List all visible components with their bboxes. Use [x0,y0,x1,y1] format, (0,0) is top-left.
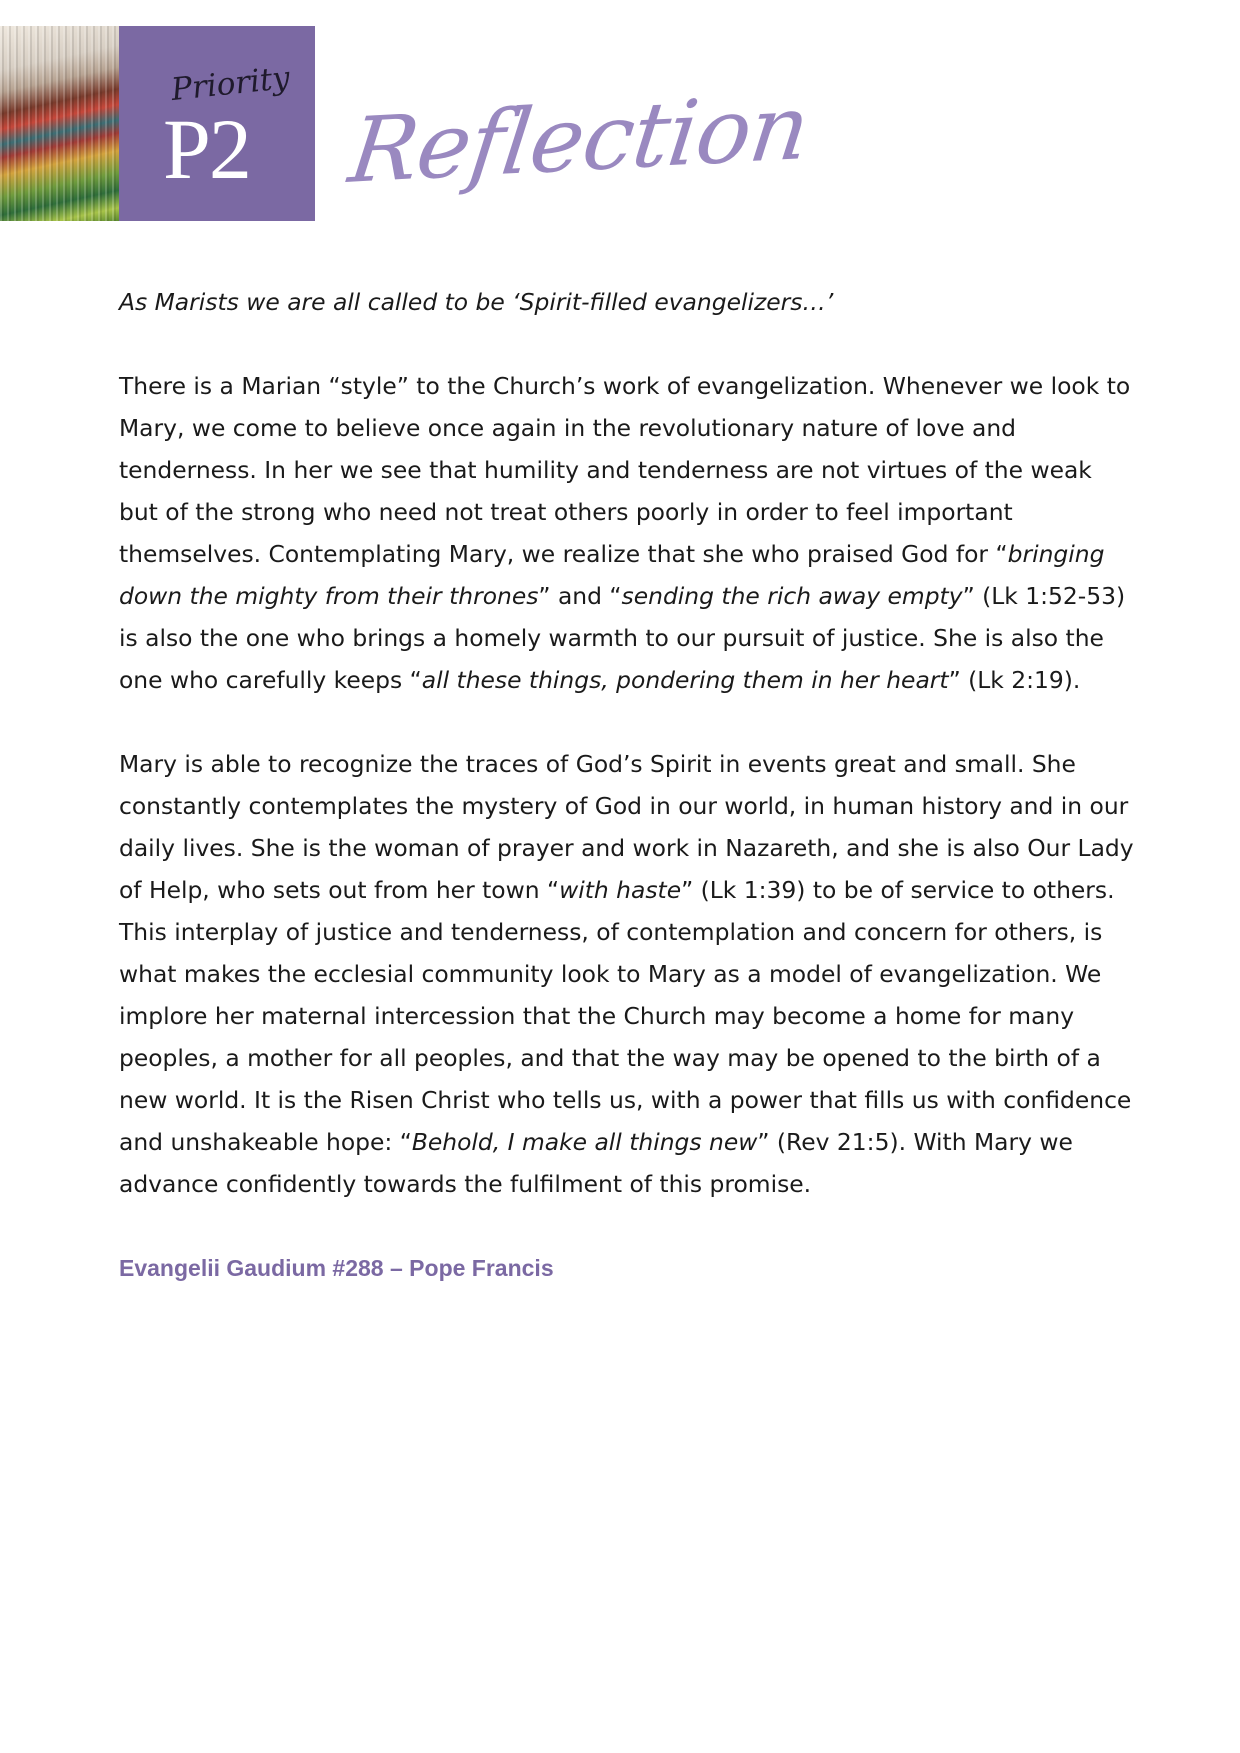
paragraph-2-text-b: ” (Lk 1:39) to be of service to others. This interplay of justice and tenderness, of contemplation and concern for others, is what makes the ecclesial community look to Mary as a model of evangelization. We implore her maternal intercession that the Church may become a home for many peoples, a mother for all peoples, and that the way may be opened to the birth of a new world. It is the Risen Christ who tells us, with a power that fills us with confidence and unshakeable hope: “ [119,876,1132,1156]
paragraph-2-text-a: Mary is able to recognize the traces of God’s Spirit in events great and small. She constantly contemplates the mystery of God in our world, in human history and in our daily lives. She is the woman of prayer and work in Nazareth, and she is also Our Lady of Help, who sets out from her town “ [119,750,1134,904]
paragraph-2-quote-b: Behold, I make all things new [411,1128,758,1156]
paragraph-1-quote-a: bringing down the mighty from their thrones [119,540,1105,610]
paragraph-2-text-c: ” (Rev 21:5). With Mary we advance confidently towards the fulfilment of this promise. [119,1128,1073,1198]
priority-code: P2 [163,101,250,197]
page-title: Reflection [343,75,815,204]
priority-badge [119,26,315,221]
paragraph-1-text-a: There is a Marian “style” to the Church’s work of evangelization. Whenever we look to Mary, we come to believe once again in the revolutionary nature of love and tenderness. In her we see that humility and tenderness are not virtues of the weak but of the strong who need not treat others poorly in order to feel important themselves. Contemplating Mary, we realize that she who praised God for “ [119,372,1131,568]
source-citation: Evangelii Gaudium #288 – Pope Francis [119,1255,554,1281]
paragraph-1 [119,365,1134,701]
reflection-body [119,281,1134,1289]
paragraph-1-quote-c: all these things, pondering them in her heart [421,666,949,694]
priority-label: Priority [169,59,292,109]
paragraph-1-text-d: ” (Lk 2:19). [948,666,1081,694]
paragraph-2-quote-a: with haste [559,876,682,904]
paragraph-1-text-b: ” and “ [538,582,622,610]
intro-line: As Marists we are all called to be ‘Spirit-filled evangelizers…’ [119,288,834,316]
page-header [0,26,1240,221]
paragraph-1-quote-b: sending the rich away empty [621,582,963,610]
woven-threads-image [0,26,119,221]
paragraph-2 [119,743,1134,1205]
paragraph-1-text-c: ” (Lk 1:52-53) is also the one who brings a homely warmth to our pursuit of justice. She is also the one who carefully keeps “ [119,582,1126,694]
